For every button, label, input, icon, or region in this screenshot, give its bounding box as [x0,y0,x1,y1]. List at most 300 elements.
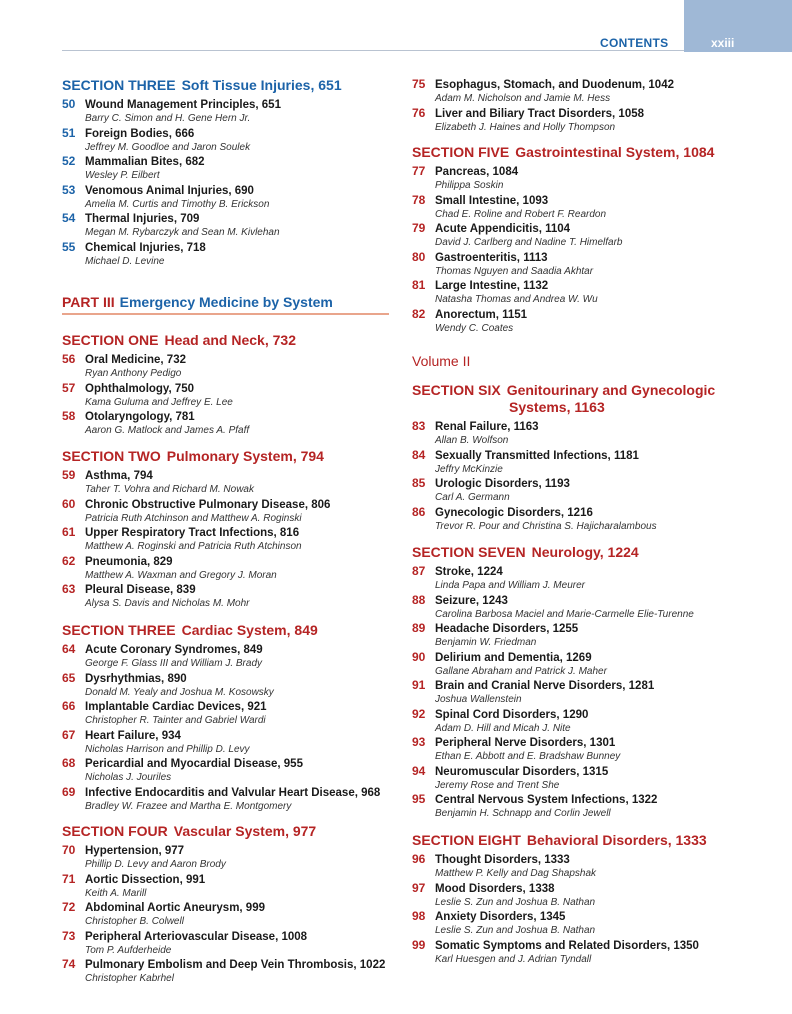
chapter-line [62,409,392,424]
chapter-line [412,77,742,92]
chapter-authors: Nicholas Harrison and Phillip D. Levy [85,743,250,755]
chapter-number: 75 [412,77,426,91]
section-lead: SECTION THREE [62,77,176,93]
chapter-entry [62,642,392,671]
section-genitourinary [412,382,742,533]
chapter-title: Peripheral Nerve Disorders, 1301 [435,737,616,749]
chapter-number: 77 [412,164,426,178]
chapter-entry [412,476,742,505]
chapter-line [62,497,392,512]
chapter-authors: Patricia Ruth Atchinson and Matthew A. Roginski [85,512,302,524]
chapter-entry [62,381,392,410]
chapter-authors: Jeffry McKinzie [435,463,503,475]
chapter-authors: Jeremy Rose and Trent She [435,779,560,791]
chapter-title: Pericardial and Myocardial Disease, 955 [85,758,303,770]
chapter-title: Aortic Dissection, 991 [85,873,206,886]
chapter-line [62,843,392,858]
chapter-entry [62,211,392,240]
chapter-number: 60 [62,496,76,511]
chapter-line [62,699,392,714]
chapter-line [62,468,392,483]
chapter-entry [62,154,392,183]
chapter-authors: George F. Glass III and William J. Brady [85,658,263,669]
chapter-number: 56 [62,352,76,366]
chapter-line [412,881,742,896]
chapter-number: 63 [62,582,76,596]
chapter-number: 89 [412,621,426,635]
section-lead: SECTION FOUR [62,823,168,839]
chapter-line [412,707,742,722]
chapter-authors: Adam M. Nicholson and Jamie M. Hess [435,93,611,104]
chapter-title: Gynecologic Disorders, 1216 [435,506,593,519]
chapter-line [412,909,742,924]
chapter-title: Mood Disorders, 1338 [435,882,555,895]
chapter-number: 68 [62,756,76,770]
chapter-title: Foreign Bodies, 666 [85,127,195,140]
section-lead: SECTION THREE [62,622,176,638]
chapter-line [412,593,742,608]
chapter-line [62,154,392,169]
chapter-number: 73 [62,928,76,943]
chapter-title: Renal Failure, 1163 [435,421,539,433]
chapter-title: Stroke, 1224 [435,566,503,578]
chapter-authors: Taher T. Vohra and Richard M. Nowak [85,484,254,495]
section-heading [412,382,742,399]
section-title: Genitourinary and Gynecologic [506,382,716,398]
section-pulmonary [62,448,392,611]
chapter-number: 92 [412,706,426,721]
chapter-entry [62,929,392,958]
chapter-authors: Benjamin W. Friedman [435,637,537,648]
chapter-number: 72 [62,900,76,914]
chapter-list [62,843,392,986]
chapter-number: 76 [412,105,426,120]
chapter-number: 65 [62,670,76,685]
chapter-title: Upper Respiratory Tract Infections, 816 [85,527,300,539]
chapter-line [412,505,742,520]
section-soft-tissue [62,77,392,268]
chapter-line [412,792,742,807]
chapter-title: Chemical Injuries, 718 [85,241,206,254]
chapter-title: Spinal Cord Disorders, 1290 [435,708,589,721]
chapter-entry [412,593,742,622]
chapter-number: 96 [412,852,426,866]
chapter-entry [62,497,392,526]
chapter-entry [412,307,742,336]
chapter-entry [412,792,742,821]
chapter-entry [412,505,742,534]
chapter-entry [62,671,392,700]
chapter-title: Hypertension, 977 [85,845,185,857]
chapter-number: 95 [412,792,426,806]
chapter-entry [62,582,392,611]
chapter-authors: Christopher B. Colwell [85,916,184,927]
chapter-line [412,476,742,491]
section-gastrointestinal [412,144,742,335]
chapter-line [62,957,392,972]
section-title: Cardiac System, 849 [181,622,318,638]
chapter-title: Pleural Disease, 839 [85,584,196,596]
chapter-title: Headache Disorders, 1255 [435,623,579,635]
chapter-number: 74 [62,957,76,971]
page-number-tab [684,0,792,52]
chapter-entry [412,193,742,222]
section-vascular [62,823,392,986]
chapter-list [62,97,392,268]
chapter-title: Implantable Cardiac Devices, 921 [85,701,267,713]
chapter-title: Brain and Cranial Nerve Disorders, 1281 [435,680,655,692]
chapter-entry [412,909,742,938]
chapter-number: 84 [412,447,426,462]
chapter-title: Small Intestine, 1093 [435,194,549,207]
chapter-title: Neuromuscular Disorders, 1315 [435,765,609,778]
chapter-title: Seizure, 1243 [435,594,508,607]
chapter-line [412,938,742,953]
chapter-title: Urologic Disorders, 1193 [435,478,570,490]
chapter-authors: Aaron G. Matlock and James A. Pfaff [85,425,250,436]
chapter-line [62,126,392,141]
chapter-line [412,650,742,665]
chapter-entry [412,419,742,448]
running-head: CONTENTS [600,36,669,50]
chapter-title: Thermal Injuries, 709 [85,213,200,225]
chapter-entry [412,938,742,967]
chapter-entry [62,126,392,155]
chapter-list [412,564,742,821]
chapter-authors: David J. Carlberg and Nadine T. Himelfarb [435,237,623,248]
chapter-entry [62,900,392,929]
section-heading [62,77,392,94]
chapter-entry [62,957,392,986]
chapter-authors: Chad E. Roline and Robert F. Reardon [435,208,607,220]
chapter-line [412,221,742,236]
chapter-authors: Ethan E. Abbott and E. Bradshaw Bunney [435,751,621,762]
chapter-title: Wound Management Principles, 651 [85,99,281,111]
chapter-line [62,756,392,771]
chapter-authors: Linda Papa and William J. Meurer [435,580,585,591]
chapter-number: 82 [412,306,426,321]
chapter-authors: Tom P. Aufderheide [85,944,172,956]
chapter-line [412,250,742,265]
part-lead: PART III [62,294,115,310]
chapter-line [412,164,742,179]
chapter-number: 52 [62,154,76,168]
chapter-entry [62,525,392,554]
chapter-line [62,642,392,657]
chapter-line [412,764,742,779]
chapter-authors: Natasha Thomas and Andrea W. Wu [435,294,598,305]
section-title: Soft Tissue Injuries, 651 [181,77,342,93]
chapter-number: 58 [62,409,76,423]
chapter-number: 61 [62,525,76,539]
chapter-title: Anorectum, 1151 [435,308,528,321]
chapter-authors: Christopher R. Tainter and Gabriel Wardi [85,715,266,726]
chapter-authors: Nicholas J. Jouriles [85,772,172,783]
section-head-neck [62,332,392,438]
part-heading [62,294,392,311]
chapter-authors: Keith A. Marill [85,887,147,899]
section-title: Behavioral Disorders, 1333 [526,832,707,848]
chapter-list [412,77,742,134]
chapter-line [412,678,742,693]
chapter-line [412,419,742,434]
chapter-authors: Ryan Anthony Pedigo [85,368,182,379]
chapter-entry [62,699,392,728]
chapter-authors: Allan B. Wolfson [435,435,509,446]
page-number: xxiii [711,36,735,50]
chapter-authors: Michael D. Levine [85,255,165,267]
chapter-title: Somatic Symptoms and Related Disorders, 1350 [435,939,699,952]
section-title: Head and Neck, 732 [164,332,296,348]
chapter-line [412,852,742,867]
chapter-line [62,728,392,743]
chapter-number: 69 [62,784,76,799]
chapter-line [62,785,392,800]
chapter-line [62,929,392,944]
chapter-title: Pulmonary Embolism and Deep Vein Thrombosis, 1022 [85,959,386,971]
chapter-authors: Christopher Kabrhel [85,973,174,984]
header-rule [62,50,684,51]
chapter-number: 78 [412,192,426,207]
chapter-authors: Carl A. Germann [435,492,510,503]
chapter-entry [62,554,392,583]
chapter-number: 94 [412,763,426,778]
chapter-entry [412,106,742,135]
chapter-number: 91 [412,678,426,692]
chapter-number: 66 [62,699,76,713]
chapter-authors: Gallane Abraham and Patrick J. Maher [435,665,607,677]
chapter-list [62,468,392,611]
chapter-title: Acute Appendicitis, 1104 [435,223,571,235]
chapter-authors: Amelia M. Curtis and Timothy B. Erickson [85,198,270,210]
chapter-number: 83 [412,419,426,433]
chapter-line [62,671,392,686]
chapter-title: Venomous Animal Injuries, 690 [85,184,254,197]
chapter-line [62,582,392,597]
chapter-number: 85 [412,476,426,490]
chapter-authors: Philippa Soskin [435,180,504,191]
section-heading [62,332,392,349]
chapter-authors: Elizabeth J. Haines and Holly Thompson [435,121,616,133]
chapter-authors: Benjamin H. Schnapp and Corlin Jewell [435,808,611,819]
section-heading [412,544,742,561]
chapter-title: Esophagus, Stomach, and Duodenum, 1042 [435,79,674,91]
chapter-number: 98 [412,909,426,923]
chapter-authors: Megan M. Rybarczyk and Sean M. Kivlehan [85,227,280,238]
chapter-line [412,106,742,121]
chapter-title: Peripheral Arteriovascular Disease, 1008 [85,930,308,943]
part-rule [62,313,389,315]
chapter-entry [62,756,392,785]
chapter-title: Thought Disorders, 1333 [435,854,570,866]
chapter-number: 57 [62,380,76,395]
section-heading [62,448,392,465]
chapter-authors: Wesley P. Eilbert [85,170,160,181]
chapter-number: 55 [62,239,76,254]
section-behavioral [412,832,742,966]
chapter-authors: Matthew P. Kelly and Dag Shapshak [435,868,597,879]
chapter-list [412,164,742,335]
chapter-title: Mammalian Bites, 682 [85,156,205,168]
chapter-title: Anxiety Disorders, 1345 [435,911,566,923]
chapter-authors: Wendy C. Coates [435,322,514,334]
part-title: Emergency Medicine by System [119,294,333,310]
chapter-line [62,183,392,198]
section-lead: SECTION ONE [62,332,159,348]
chapter-entry [412,735,742,764]
section-lead: SECTION EIGHT [412,832,521,848]
section-title: Gastrointestinal System, 1084 [515,144,715,160]
section-heading [412,832,742,849]
chapter-entry [412,621,742,650]
chapter-line [412,307,742,322]
chapter-number: 62 [62,553,76,568]
chapter-title: Pancreas, 1084 [435,166,519,178]
section-heading [412,144,742,161]
chapter-authors: Joshua Wallenstein [435,694,522,705]
chapter-number: 90 [412,649,426,664]
chapter-number: 51 [62,125,76,140]
chapter-list [412,852,742,966]
section-lead: SECTION TWO [62,448,161,464]
chapter-line [62,211,392,226]
chapter-title: Heart Failure, 934 [85,729,181,742]
chapter-title: Gastroenteritis, 1113 [435,251,548,264]
chapter-entry [62,785,392,814]
chapter-line [62,352,392,367]
chapter-entry [62,240,392,269]
chapter-number: 70 [62,843,76,857]
section-neurology [412,544,742,821]
chapter-authors: Barry C. Simon and H. Gene Hern Jr. [85,113,251,124]
chapter-line [62,872,392,887]
chapter-title: Abdominal Aortic Aneurysm, 999 [85,902,265,914]
chapter-line [412,735,742,750]
chapter-entry [412,678,742,707]
chapter-number: 79 [412,221,426,235]
section-cardiac [62,622,392,813]
chapter-line [412,621,742,636]
section-lead: SECTION SEVEN [412,544,526,560]
chapter-number: 67 [62,727,76,742]
chapter-authors: Kama Guluma and Jeffrey E. Lee [85,396,233,408]
section-lead: SECTION FIVE [412,144,510,160]
chapter-title: Infective Endocarditis and Valvular Heart Disease, 968 [85,786,381,799]
chapter-number: 59 [62,468,76,482]
chapter-number: 97 [412,880,426,895]
chapter-title: Chronic Obstructive Pulmonary Disease, 806 [85,498,331,511]
chapter-entry [412,164,742,193]
chapter-entry [62,728,392,757]
chapter-entry [412,448,742,477]
chapter-entry [412,221,742,250]
chapter-line [412,193,742,208]
chapter-authors: Leslie S. Zun and Joshua B. Nathan [435,896,596,908]
chapter-authors: Carolina Barbosa Maciel and Marie-Carmelle Elie-Turenne [435,608,694,620]
volume-heading [412,353,742,370]
chapter-list [62,642,392,813]
chapter-number: 54 [62,211,76,225]
chapter-entry [62,352,392,381]
chapter-authors: Matthew A. Waxman and Gregory J. Moran [85,569,277,581]
chapter-entry [412,278,742,307]
chapter-entry [62,872,392,901]
chapter-entry [62,468,392,497]
chapter-line [412,564,742,579]
chapter-line [62,381,392,396]
chapter-line [62,900,392,915]
chapter-title: Ophthalmology, 750 [85,382,195,395]
chapter-title: Otolaryngology, 781 [85,411,195,423]
chapter-number: 87 [412,564,426,578]
chapter-entry [412,564,742,593]
section-heading [62,622,392,639]
volume-label: Volume II [412,353,471,369]
chapter-authors: Thomas Nguyen and Saadia Akhtar [435,265,594,277]
chapter-entry [412,764,742,793]
chapter-number: 71 [62,871,76,886]
chapter-title: Asthma, 794 [85,470,153,482]
chapter-entry [62,409,392,438]
chapter-number: 88 [412,592,426,607]
chapter-number: 81 [412,278,426,292]
part-three [62,294,392,311]
chapter-number: 86 [412,504,426,519]
chapter-title: Acute Coronary Syndromes, 849 [85,644,263,656]
section-title-continued: Systems, 1163 [509,399,605,415]
chapter-title: Dysrhythmias, 890 [85,672,187,685]
chapter-title: Sexually Transmitted Infections, 1181 [435,449,639,462]
chapter-list [62,352,392,438]
section-heading [62,823,392,840]
chapter-title: Liver and Biliary Tract Disorders, 1058 [435,107,645,120]
chapter-entry [62,97,392,126]
chapter-number: 50 [62,97,76,111]
chapter-title: Oral Medicine, 732 [85,354,186,366]
chapter-authors: Alysa S. Davis and Nicholas M. Mohr [85,598,250,609]
chapter-authors: Trevor R. Pour and Christina S. Hajicharalambous [435,520,657,532]
section-continued [412,77,742,134]
chapter-entry [412,250,742,279]
chapter-number: 93 [412,735,426,749]
chapter-line [62,97,392,112]
chapter-authors: Matthew A. Roginski and Patricia Ruth Atchinson [85,541,302,552]
chapter-entry [412,707,742,736]
chapter-entry [412,881,742,910]
chapter-authors: Phillip D. Levy and Aaron Brody [85,859,226,870]
chapter-line [412,448,742,463]
chapter-title: Central Nervous System Infections, 1322 [435,794,658,806]
chapter-authors: Jeffrey M. Goodloe and Jaron Soulek [85,141,251,153]
chapter-list [412,419,742,533]
chapter-entry [412,650,742,679]
section-title: Vascular System, 977 [173,823,317,839]
chapter-authors: Leslie S. Zun and Joshua B. Nathan [435,925,596,936]
section-title: Neurology, 1224 [531,544,639,560]
chapter-authors: Donald M. Yealy and Joshua M. Kosowsky [85,686,274,698]
chapter-authors: Karl Huesgen and J. Adrian Tyndall [435,953,592,965]
chapter-title: Delirium and Dementia, 1269 [435,651,592,664]
chapter-entry [412,77,742,106]
chapter-title: Large Intestine, 1132 [435,280,549,292]
chapter-number: 53 [62,182,76,197]
chapter-entry [412,852,742,881]
chapter-line [412,278,742,293]
chapter-entry [62,843,392,872]
section-title: Pulmonary System, 794 [166,448,324,464]
chapter-authors: Bradley W. Frazee and Martha E. Montgomery [85,800,292,812]
chapter-entry [62,183,392,212]
